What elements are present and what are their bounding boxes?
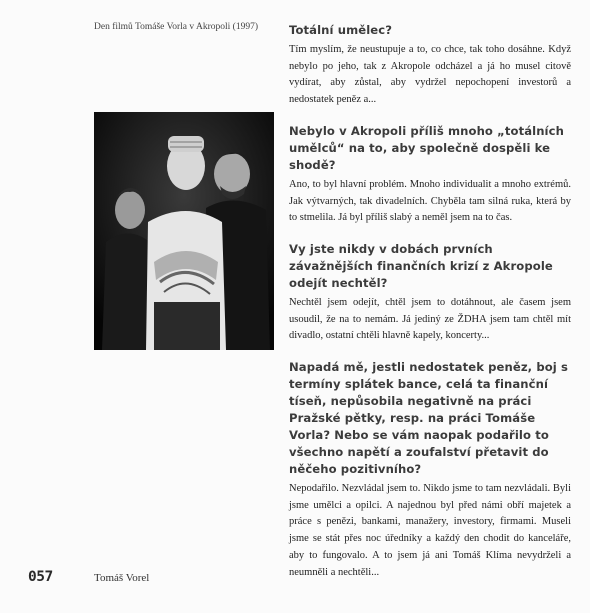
photo-caption: Den filmů Tomáše Vorla v Akropoli (1997) bbox=[94, 22, 258, 32]
question-3: Vy jste nikdy v dobách prvních závažnějších finančních krizí z Akropole odejít nechtěl? bbox=[289, 241, 553, 290]
answer-2: Ano, to byl hlavní problém. Mnoho individualit a mnoho extrémů. Jak výtvarných, tak divadelních. Chyběla tam silná ruka, která by to stmelila. Já byl příliš slabý a neměl jsem na to čas. bbox=[289, 178, 571, 224]
answer-1: Tím myslím, že neustupuje a to, co chce, tak toho dosáhne. Když nebylo po jeho, tak z Akropole odcházel a já ho musel citově vydírat, aby zůstal, aby vydržel nepochopení investorů a nedostatek peněz a... bbox=[289, 44, 571, 106]
question-4: Napadá mě, jestli nedostatek peněz, boj s termíny splátek bance, celá ta finanční tíseň, nepůsobila negativně na práci Pražské pětky, resp. na práci Tomáše Vorla? Nebo se vám naopak podařilo to všechno napětí a zoufalství přetavit do něčeho pozitivního? bbox=[289, 360, 568, 477]
answer-4: Nepodařilo. Nezvládal jsem to. Nikdo jsme to tam nezvládali. Byli jsme umělci a opilci. A najednou byl před námi obří majetek a práce s penězi, bankami, manažery, investory, firmami. Museli jsme se stát přes noc úředníky a každý den chodit do kanceláře, aby to fungovalo. A to jsem já ani Tomáš Klíma nevydrželi a neumněli a nechtěli... bbox=[289, 483, 571, 578]
question-2: Nebylo v Akropoli příliš mnoho „totálních umělců“ na to, aby společně dospěli ke shodě? bbox=[289, 123, 564, 172]
answer-3: Nechtěl jsem odejít, chtěl jsem to dotáhnout, ale časem jsem usoudil, že na to nemám. Já jediný ze ŽDHA jsem tam chtěl mít divadlo, ostatní chtěli hlavně kapely, koncerty... bbox=[289, 296, 571, 342]
interview-column bbox=[289, 22, 571, 581]
photo bbox=[94, 112, 274, 350]
question-1: Totální umělec? bbox=[289, 23, 393, 37]
black-and-white-photo-of-three-men bbox=[94, 112, 274, 350]
author-name: Tomáš Vorel bbox=[94, 572, 150, 584]
page-number: 057 bbox=[28, 569, 53, 585]
